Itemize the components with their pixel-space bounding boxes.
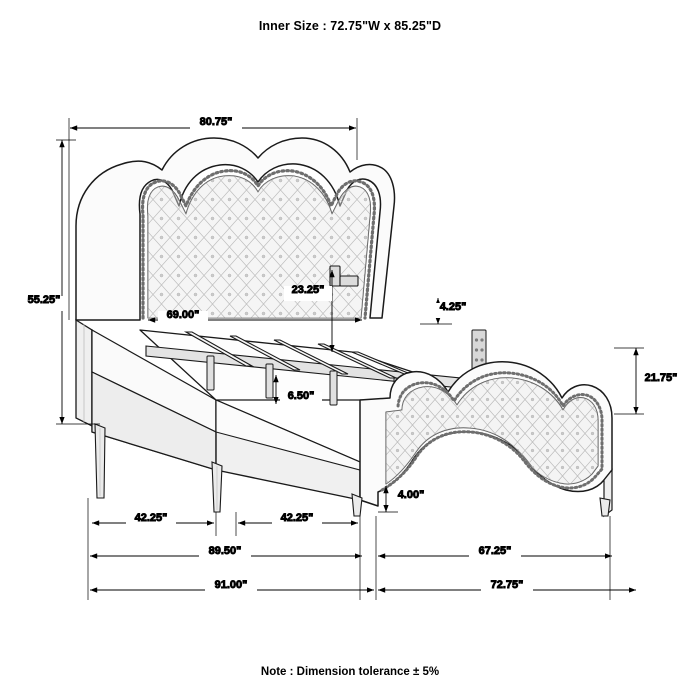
- dim-label-slat-height: 6.50": [287, 390, 315, 402]
- dim-floor-clearance: [378, 486, 432, 512]
- dim-label-footboard-inner-width: 67.25": [478, 545, 512, 557]
- dim-label-leg-span-left: 42.25": [134, 512, 168, 524]
- dim-footboard-outer-width: [378, 579, 636, 596]
- dim-label-side-inner-length: 89.50": [208, 545, 242, 557]
- dim-side-inner-length: [90, 545, 362, 562]
- dim-label-leg-span-right: 42.25": [280, 512, 314, 524]
- tolerance-note: Note : Dimension tolerance ± 5%: [260, 666, 440, 678]
- dim-rail-thickness: [420, 298, 474, 324]
- page-title: Inner Size : 72.75"W x 85.25"D: [258, 19, 442, 33]
- dim-footboard-height: [614, 348, 686, 414]
- dim-footboard-inner-width: [378, 545, 612, 562]
- dim-label-headboard-panel-width: 69.00": [166, 309, 200, 321]
- dim-label-headboard-height: 55.25": [27, 294, 61, 306]
- leg-footboard-right: [600, 498, 610, 516]
- dim-label-footboard-height: 21.75": [644, 372, 678, 384]
- dim-label-rail-thickness: 4.25": [439, 301, 467, 313]
- dim-leg-span-right: [238, 512, 358, 529]
- dim-label-rail-to-slat: 23.25": [291, 284, 325, 296]
- dim-leg-span-left: [92, 512, 214, 529]
- dim-side-outer-length: [90, 579, 374, 596]
- leg-center-right: [352, 494, 362, 516]
- dim-label-headboard-width: 80.75": [199, 116, 233, 128]
- dim-label-side-outer-length: 91.00": [214, 579, 248, 591]
- bed-illustration: [76, 138, 612, 516]
- dim-label-floor-clearance: 4.00": [397, 489, 425, 501]
- dim-label-footboard-outer-width: 72.75": [490, 579, 524, 591]
